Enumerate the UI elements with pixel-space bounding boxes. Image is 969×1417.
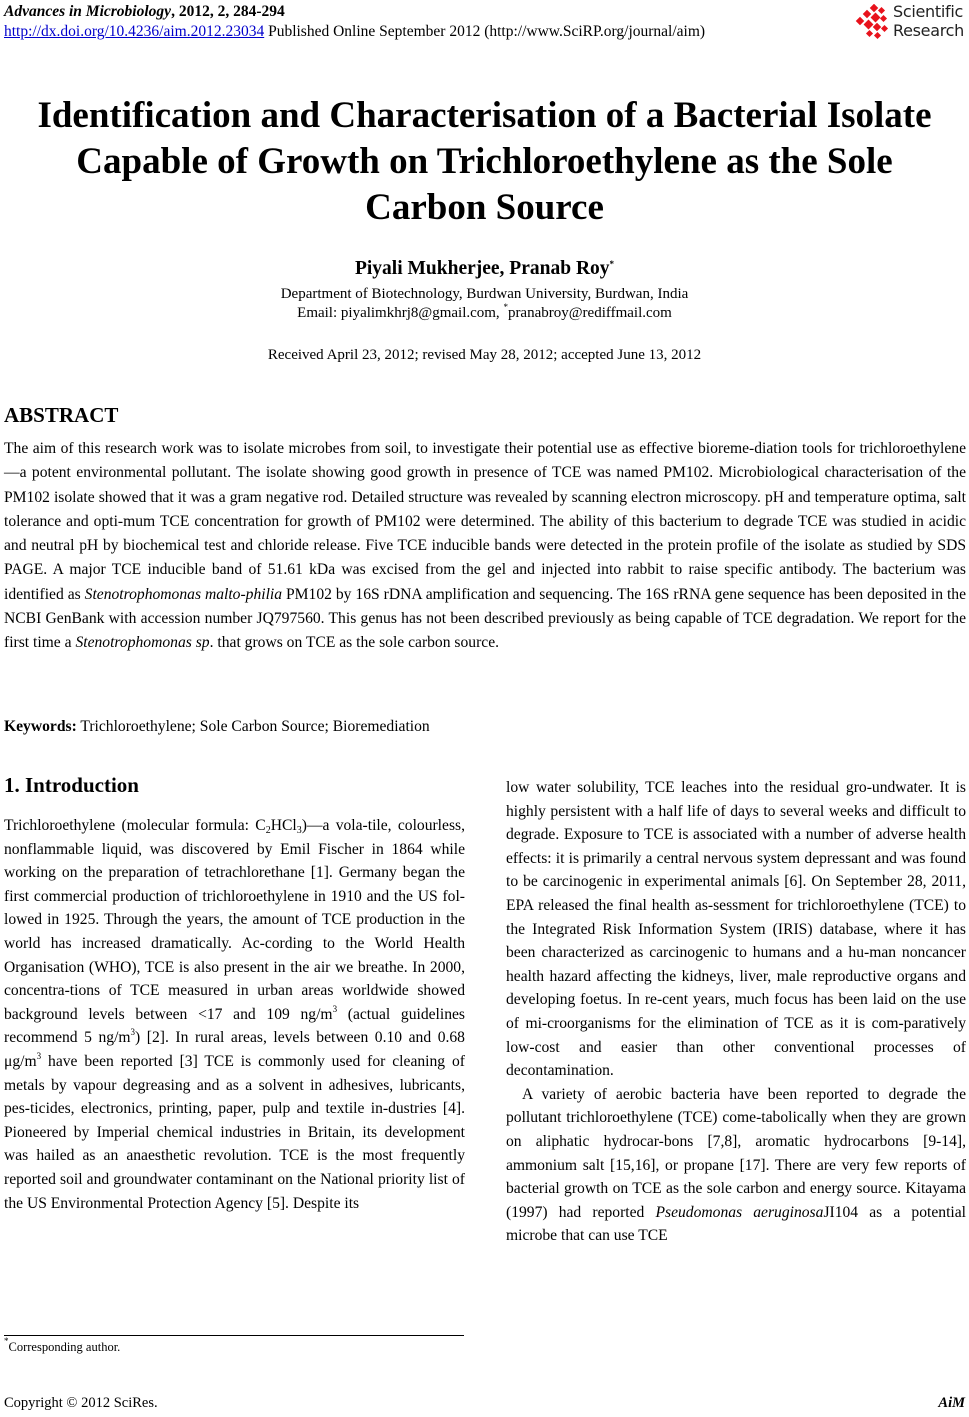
intro-paragraph-1 bbox=[4, 814, 465, 1215]
footnote bbox=[4, 1336, 121, 1355]
received-dates: Received April 23, 2012; revised May 28, 2012; accepted June 13, 2012 bbox=[267, 347, 702, 363]
copyright: Copyright © 2012 SciRes. bbox=[4, 1395, 158, 1411]
intro-text: )—a vola-tile, colourless, nonflammable liquid, was discovered by Emil Fischer in 1864 while working on the preparation of tetrachlorethane [1]. Germany began the first commercial production of trichloroethylene in 1910 and the US fol-lowed in 1925. Through the years, the amount of TCE production in the world has increased dramatically. Ac-cording to the World Health Organisation (WHO), TCE is also present in the air we breathe. In 2000, concentra-tions of TCE measured in urban areas worldwide showed background levels between <17 and 109 ng/m bbox=[4, 817, 465, 1023]
running-header bbox=[4, 2, 705, 42]
logo-line-2: Research bbox=[893, 21, 964, 40]
intro-paragraph-2 bbox=[506, 1083, 966, 1248]
journal-name: Advances in Microbiology bbox=[4, 3, 172, 20]
abstract-text-3: . that grows on TCE as the sole carbon source. bbox=[209, 634, 500, 652]
intro-text: A variety of aerobic bacteria have been reported to degrade the pollutant trichloroethylene (TCE) come-tabolically when they are grown on aliphatic hydrocar-bons [7,8], aromatic hydrocarbons [9-14], ammonium salt [15,16], or propane [17]. There are very few reports of bacterial growth on TCE as the sole carbon and energy source. Kitayama (1997) had reported bbox=[506, 1085, 966, 1221]
published-online-text: Published Online September 2012 (http://www.SciRP.org/journal/aim) bbox=[264, 23, 706, 40]
journal-citation bbox=[4, 2, 705, 22]
intro-text: JI104 as a potential microbe that can use TCE bbox=[506, 1203, 966, 1245]
left-column bbox=[4, 814, 465, 1215]
footnote-text: Corresponding author. bbox=[8, 1340, 121, 1354]
abstract-body bbox=[4, 437, 966, 656]
scientific-research-logo bbox=[855, 2, 967, 42]
logo-text bbox=[893, 2, 964, 40]
species-name: Stenotrophomonas malto-philia bbox=[84, 585, 283, 603]
keywords-text: Trichloroethylene; Sole Carbon Source; Bioremediation bbox=[76, 718, 430, 735]
title-line-1: Identification and Characterisation of a Bacterial Isolate bbox=[37, 95, 932, 136]
intro-text: have been reported [3] TCE is commonly used for cleaning of metals by vapour degreasing and as a solvent in adhesives, lubricants, pes-ticides, electronics, printing, paper, pulp and textile in-dustries [4]. Pioneered by Imperial chemical industries in Britain, its development was hailed as an anaesthetic revolution. TCE is the most frequently reported soil and groundwater contaminant on the National priority list of the US Environmental Protection Agency [5]. Despite its bbox=[4, 1052, 465, 1212]
logo-diamonds-icon bbox=[855, 4, 891, 40]
corresponding-mark: * bbox=[609, 259, 615, 269]
intro-paragraph-1-cont: low water solubility, TCE leaches into the residual gro-undwater. It is highly persistent with a half life of days to several weeks and difficult to degrade. Exposure to TCE is associated with a number of adverse health effects: it is primarily a central nervous system depressant and was found to be carcinogenic in experimental animals [6]. On September 28, 2011, EPA released the final health as-sessment for trichloroethylene (TCE) to the Integrated Risk Information System (IRIS) database, where it has been characterized as carcinogenic to humans and a hu-man noncancer health hazard affecting the kidneys, liver, male reproductive organs and developing foetus. In re-cent years, much focus has been laid on the use of mi-croorganisms for the elimination of TCE as it is com-paratively low-cost and easier than other conventional processes of decontamination. bbox=[506, 779, 966, 1080]
journal-volume-pages: , 2012, 2, 284-294 bbox=[171, 3, 285, 20]
abstract-text-2: PM102 by 16S rDNA amplification and sequencing. The 16S rRNA gene sequence has been deposited in the NCBI GenBank with accession number JQ797560. This genus has not been described previously as being capable of TCE degradation. We report for the first time a bbox=[4, 585, 966, 652]
subscript: 3 bbox=[296, 825, 302, 836]
author-names: Piyali Mukherjee, Pranab Roy bbox=[354, 258, 610, 279]
species-name: Pseudomonas aeruginosa bbox=[655, 1203, 824, 1221]
section-heading-introduction: 1. Introduction bbox=[4, 773, 139, 797]
footnote-mark: * bbox=[4, 1336, 9, 1346]
abstract-text-1: The aim of this research work was to isolate microbes from soil, to investigate their potential use as effective bioreme-diation tools for trichloroethylene—a potent environmental pollutant. The isolate showing good growth in presence of TCE was named PM102. Microbiological characterisation of the PM102 isolate showed that it was a gram negative rod. Detailed structure was revealed by scanning electron microscopy. pH and temperature optima, salt tolerance and opti-mum TCE concentration for growth of PM102 were determined. The ability of this bacterium to degrade TCE was studied in acidic and neutral pH by biochemical test and chloride release. Five TCE inducible bands were detected in the protein profile of the isolate as studied by SDS PAGE. A major TCE inducible band of 51.61 kDa was excised from the gel and injected into rabbit to raise specific antibody. The bacterium was identified as bbox=[4, 440, 966, 603]
paper-title bbox=[0, 93, 969, 231]
title-line-3: Carbon Source bbox=[365, 187, 604, 228]
title-line-2: Capable of Growth on Trichloroethylene as the Sole bbox=[76, 141, 893, 182]
footnote-divider bbox=[4, 1335, 464, 1336]
abstract-heading: ABSTRACT bbox=[4, 403, 119, 427]
intro-text: ) [2]. In rural areas, levels between 0.10 and 0.68 μg/m bbox=[4, 1029, 465, 1070]
keywords bbox=[4, 718, 430, 736]
email-first: Email: piyalimkhrj8@gmail.com, bbox=[297, 305, 504, 321]
doi-line bbox=[4, 22, 705, 42]
authors bbox=[0, 257, 969, 281]
doi-link[interactable]: http://dx.doi.org/10.4236/aim.2012.23034 bbox=[4, 23, 265, 40]
subscript: 2 bbox=[265, 825, 271, 836]
genus-name: Stenotrophomonas sp bbox=[75, 634, 210, 652]
intro-text: Trichloroethylene (molecular formula: C bbox=[4, 817, 266, 834]
superscript: 3 bbox=[332, 1003, 338, 1014]
intro-text: HCl bbox=[270, 817, 297, 834]
keywords-label: Keywords: bbox=[4, 718, 77, 735]
email-corresponding-mark: * bbox=[503, 302, 508, 312]
affiliation: Department of Biotechnology, Burdwan University, Burdwan, India bbox=[280, 286, 689, 302]
logo-line-1: Scientific bbox=[893, 2, 963, 21]
email-line bbox=[0, 303, 969, 323]
superscript: 3 bbox=[130, 1027, 136, 1038]
email-second: pranabroy@rediffmail.com bbox=[507, 305, 672, 321]
superscript: 3 bbox=[36, 1050, 42, 1061]
intro-text: (actual guidelines recommend 5 ng/m bbox=[4, 1005, 465, 1047]
right-column bbox=[506, 776, 966, 1248]
journal-abbrev: AiM bbox=[938, 1395, 965, 1411]
